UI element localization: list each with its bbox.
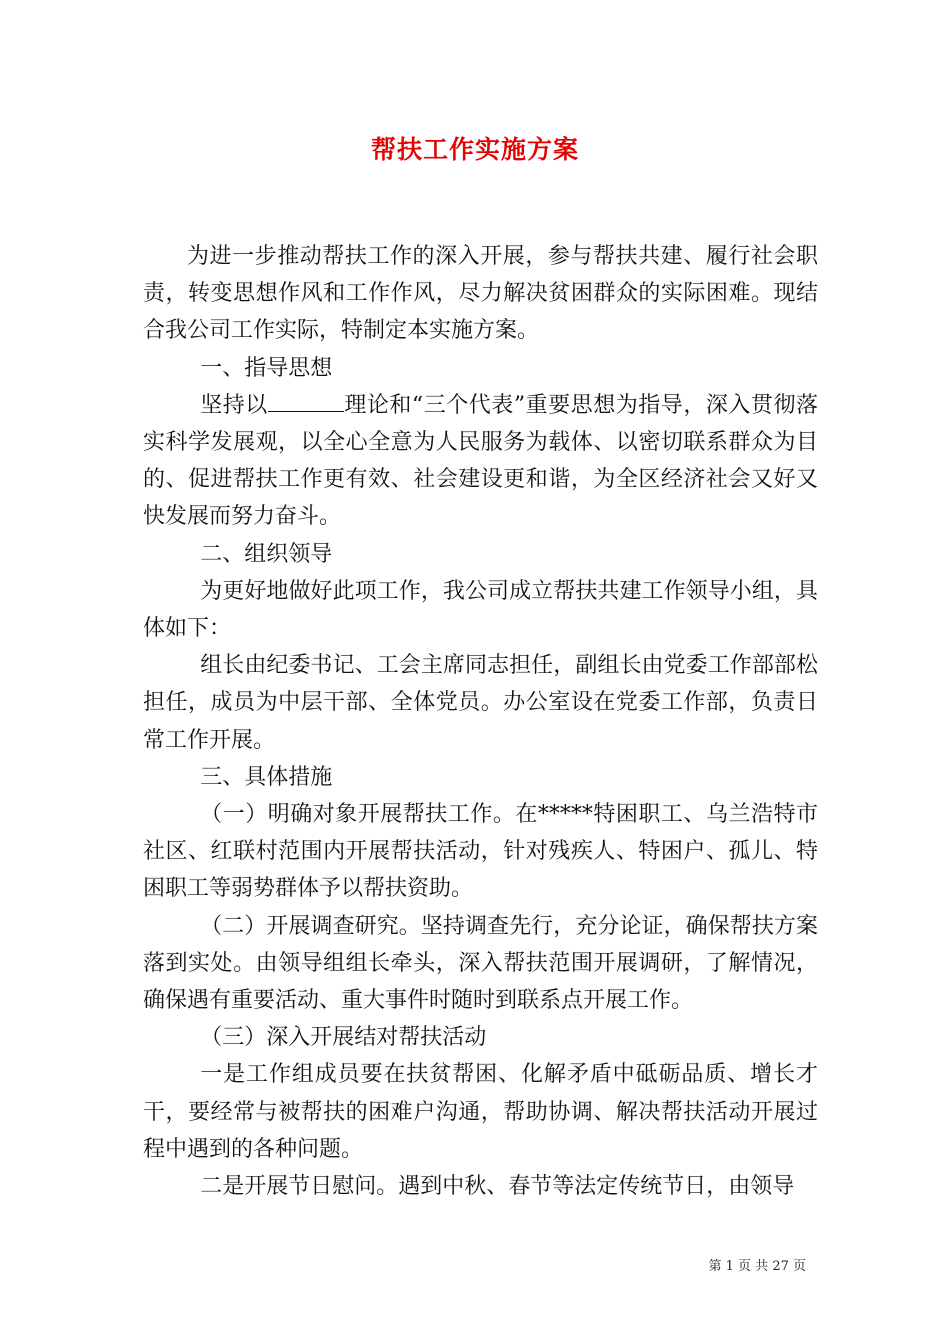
paragraph-guiding-thought-start: 坚持以 <box>200 392 268 418</box>
document-body <box>143 238 818 1205</box>
section-heading-1: 一、指导思想 <box>200 355 333 381</box>
paragraph-guiding-thought-rest: 理论和“三个代表”重要思想为指导，深入贯彻落实科学发展观，以全心全意为人民服务为载体、以密切联系群众为目的、促进帮扶工作更有效、社会建设更和谐，为全区经济社会又好又快发展而努力奋斗。 <box>143 392 818 530</box>
paragraph-organization: 为更好地做好此项工作，我公司成立帮扶共建工作领导小组，具体如下： <box>143 578 818 642</box>
paragraph-intro: 为进一步推动帮扶工作的深入开展，参与帮扶共建、履行社会职责，转变思想作风和工作作风，尽力解决贫困群众的实际困难。现结合我公司工作实际，特制定本实施方案。 <box>143 244 818 344</box>
paragraph-measure-2: （二）开展调查研究。坚持调查先行，充分论证，确保帮扶方案落到实处。由领导组组长牵头，深入帮扶范围开展调研，了解情况，确保遇有重要活动、重大事件时随时到联系点开展工作。 <box>143 913 818 1014</box>
paragraph-measure-3-item-1: 一是工作组成员要在扶贫帮困、化解矛盾中砥砺品质、增长才干，要经常与被帮扶的困难户沟通，帮助协调、解决帮扶活动开展过程中遇到的各种问题。 <box>143 1062 818 1162</box>
section-heading-3: 三、具体措施 <box>200 764 333 790</box>
paragraph-leadership: 组长由纪委书记、工会主席同志担任，副组长由党委工作部部松担任，成员为中层干部、全体党员。办公室设在党委工作部，负责日常工作开展。 <box>143 653 818 753</box>
section-heading-2: 二、组织领导 <box>200 541 333 567</box>
page-number-footer: 第 1 页 共 27 页 <box>708 1259 806 1274</box>
paragraph-measure-3-item-2: 二是开展节日慰问。遇到中秋、春节等法定传统节日，由领导 <box>200 1174 795 1200</box>
document-title: 帮扶工作实施方案 <box>370 135 579 164</box>
paragraph-guiding-thought <box>143 387 818 536</box>
paragraph-measure-1: （一）明确对象开展帮扶工作。在*****特困职工、乌兰浩特市社区、红联村范围内开展帮扶活动，针对残疾人、特困户、孤儿、特困职工等弱势群体予以帮扶资助。 <box>143 802 818 902</box>
paragraph-measure-3: （三）深入开展结对帮扶活动 <box>200 1025 487 1051</box>
fill-in-blank <box>268 393 344 412</box>
